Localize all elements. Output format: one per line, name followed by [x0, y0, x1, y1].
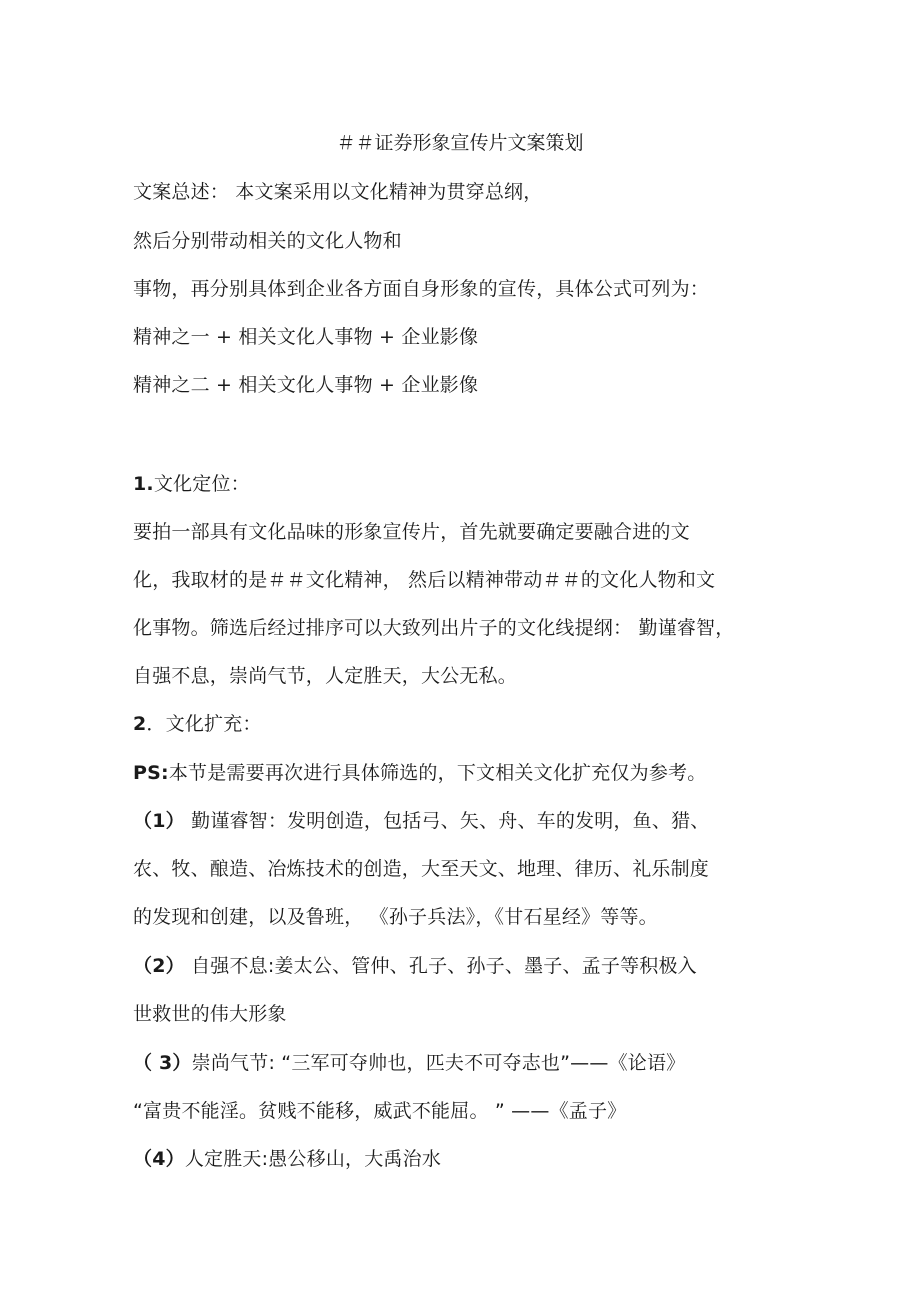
item4-text: 人定胜天:愚公移山，大禹治水	[184, 1148, 442, 1170]
section1-heading	[133, 472, 250, 496]
section1-line-2: 化，我取材的是＃＃文化精神， 然后以精神带动＃＃的文化人物和文	[133, 569, 716, 591]
ps-text: 本节是需要再次进行具体筛选的，下文相关文化扩充仅为参考。	[168, 762, 707, 784]
document-title: ＃＃证券形象宣传片文案策划	[336, 132, 584, 154]
item2-number: （2）	[133, 955, 185, 977]
formula-line-1: 精神之一 + 相关文化人事物 + 企业影像	[133, 326, 479, 348]
item1-line-3: 的发现和创建，以及鲁班， 《孙子兵法》，《甘石星经》等等。	[133, 906, 658, 928]
section2-title: ．文化扩充：	[146, 713, 262, 735]
section2-heading	[133, 712, 262, 736]
section1-line-4: 自强不息，崇尚气节，人定胜天，大公无私。	[133, 665, 518, 687]
item2-line-1	[133, 954, 697, 978]
item3-line-2: “富贵不能淫。贫贱不能移，威武不能屈。 ” ——《孟子》	[133, 1100, 627, 1122]
item4-line-1	[133, 1147, 441, 1171]
summary-line-3: 事物，再分别具体到企业各方面自身形象的宣传，具体公式可列为：	[133, 278, 710, 300]
item3-number: （ 3）	[133, 1052, 192, 1074]
section2-ps-note	[133, 761, 706, 785]
formula-line-2: 精神之二 + 相关文化人事物 + 企业影像	[133, 374, 479, 396]
summary-line-1: 文案总述： 本文案采用以文化精神为贯穿总纲，	[133, 181, 543, 203]
section1-number: 1.	[133, 473, 154, 495]
item1-number: （1）	[133, 810, 185, 832]
item1-text-1: 勤谨睿智：发明创造，包括弓、矢、舟、车的发明，鱼、猎、	[184, 810, 710, 832]
item4-number: （4）	[133, 1148, 185, 1170]
section2-number: 2	[133, 713, 147, 735]
ps-label: PS:	[133, 762, 169, 784]
item2-line-2: 世救世的伟大形象	[133, 1003, 287, 1025]
item2-text-1: 自强不息:姜太公、管仲、孔子、孙子、墨子、孟子等积极入	[184, 955, 697, 977]
item1-line-1	[133, 809, 709, 833]
section1-line-3: 化事物。筛选后经过排序可以大致列出片子的文化线提纲： 勤谨睿智，	[133, 617, 735, 639]
item3-line-1	[133, 1051, 685, 1075]
summary-line-2: 然后分别带动相关的文化人物和	[133, 230, 402, 252]
section1-line-1: 要拍一部具有文化品味的形象宣传片，首先就要确定要融合进的文	[133, 521, 690, 543]
section1-title: 文化定位：	[153, 473, 250, 495]
item3-text-1: 崇尚气节: “三军可夺帅也，匹夫不可夺志也”——《论语》	[191, 1052, 686, 1074]
item1-line-2: 农、牧、酿造、冶炼技术的创造，大至天文、地理、律历、礼乐制度	[133, 858, 710, 880]
